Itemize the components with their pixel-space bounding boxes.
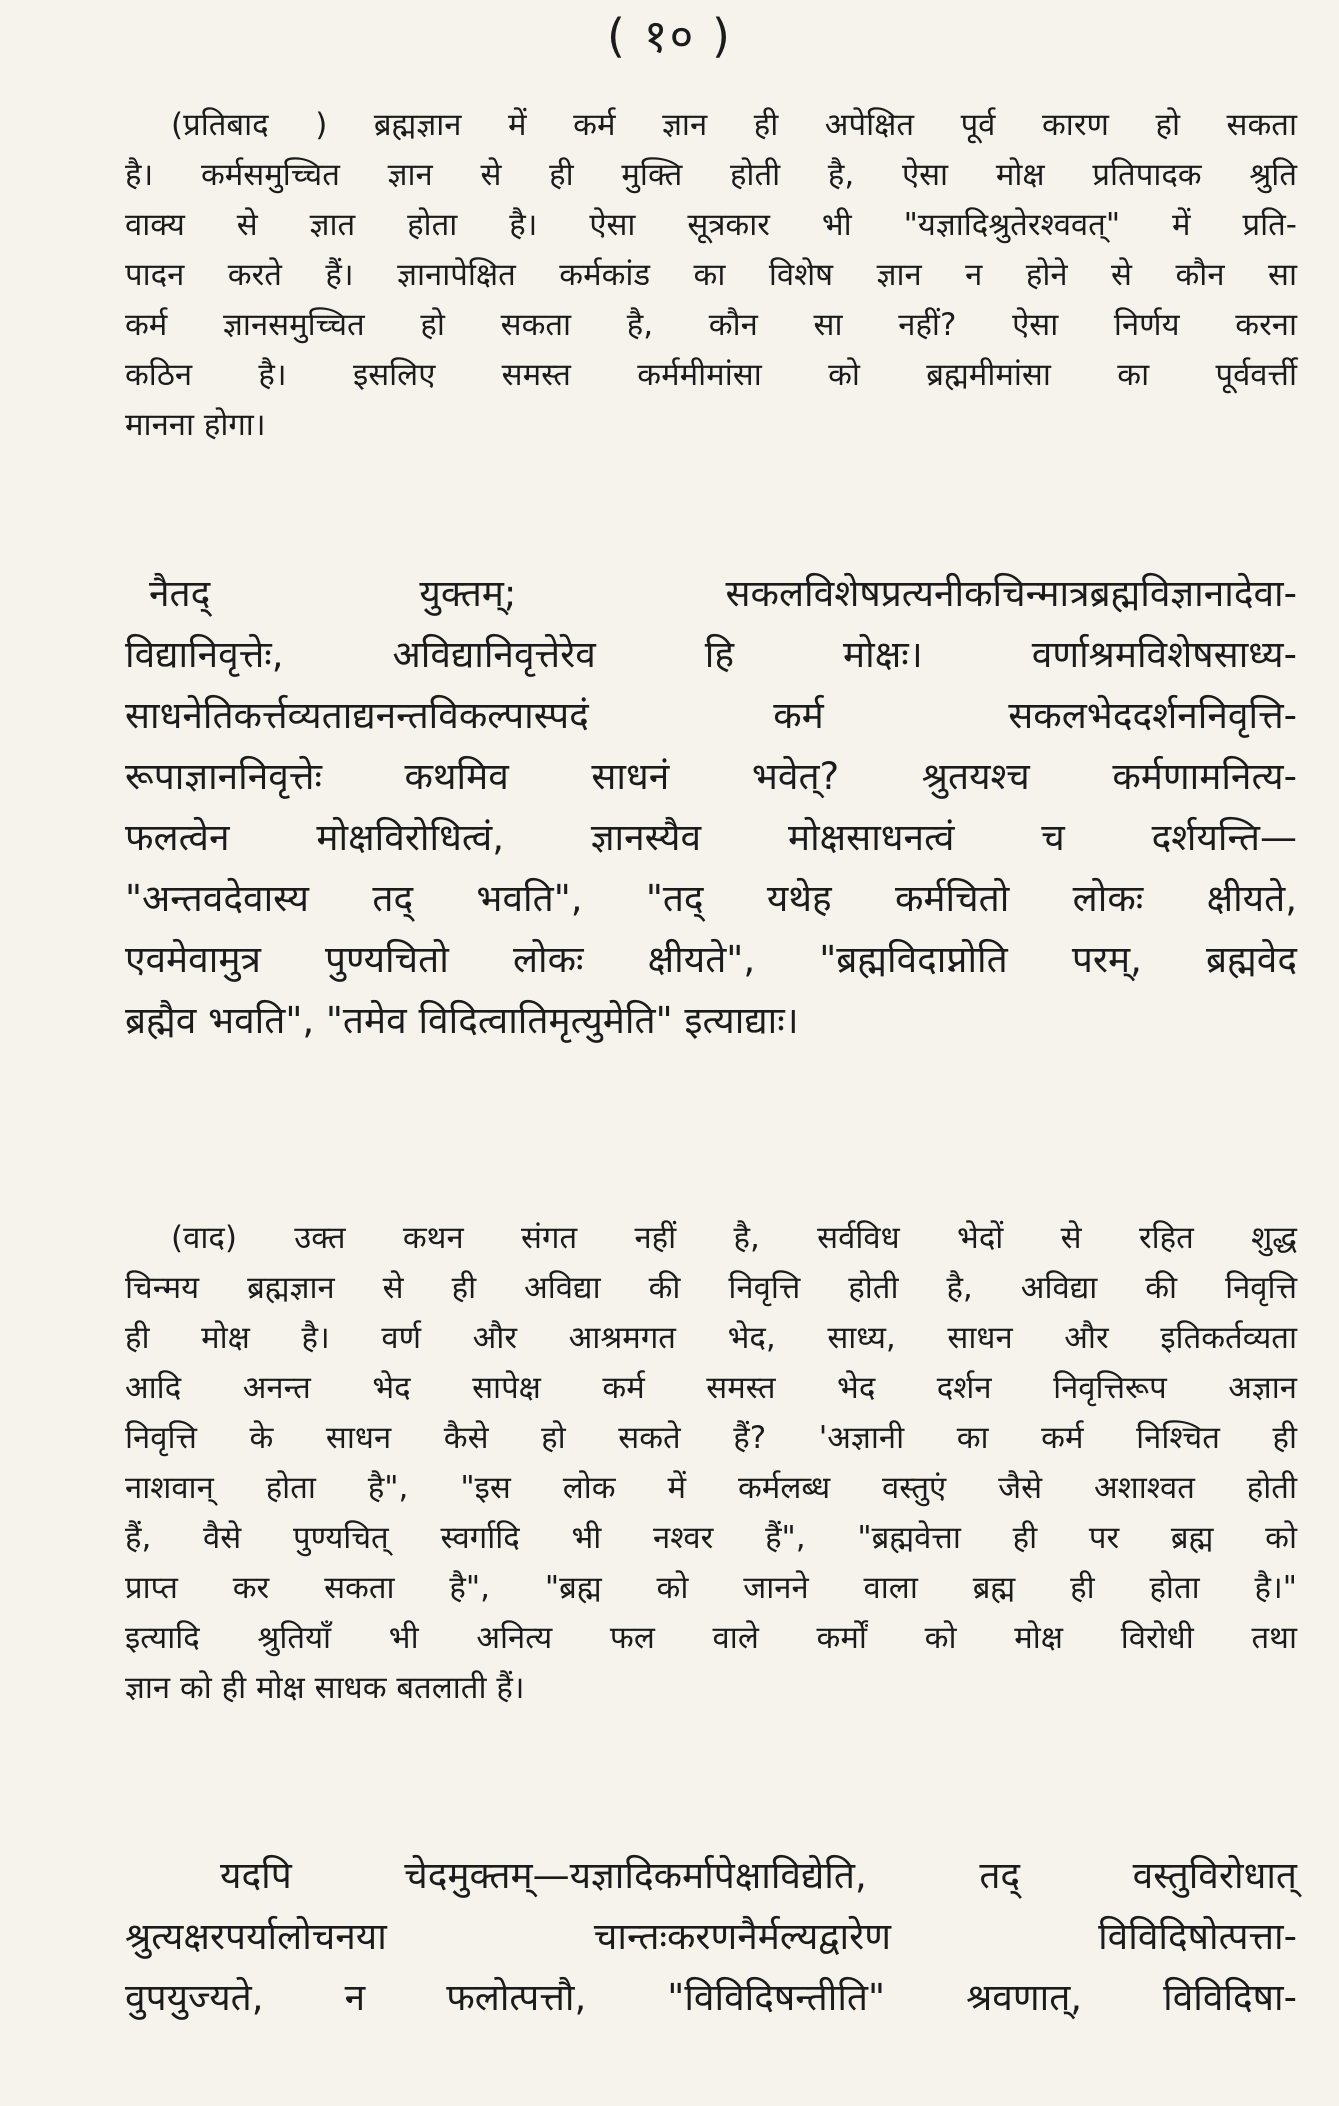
text-line: फलत्वेन मोक्षविरोधित्वं, ज्ञानस्यैव मोक्षसाधनत्वं च दर्शयन्ति— bbox=[125, 816, 1297, 859]
text-line: रूपाज्ञाननिवृत्तेः कथमिव साधनं भवेत्? श्रुतयश्च कर्मणामनित्य- bbox=[125, 755, 1297, 798]
paragraph-sanskrit-2 bbox=[125, 1845, 1297, 2028]
text-line: है। कर्मसमुच्चित ज्ञान से ही मुक्ति होती है, ऐसा मोक्ष प्रतिपादक श्रुति bbox=[125, 157, 1297, 193]
paragraph-sanskrit-1 bbox=[125, 563, 1297, 1051]
text-line: आदि अनन्त भेद सापेक्ष कर्म समस्त भेद दर्शन निवृत्तिरूप अज्ञान bbox=[125, 1370, 1297, 1406]
text-line: प्राप्त कर सकता है", "ब्रह्म को जानने वाला ब्रह्म ही होता है।" bbox=[125, 1570, 1297, 1606]
text-line: (वाद) उक्त कथन संगत नहीं है, सर्वविध भेदों से रहित शुद्ध bbox=[171, 1220, 1297, 1256]
text-line: नैतद् युक्तम्; सकलविशेषप्रत्यनीकचिन्मात्रब्रह्मविज्ञानादेवा- bbox=[149, 572, 1297, 615]
text-line: ही मोक्ष है। वर्ण और आश्रमगत भेद, साध्य, साधन और इतिकर्तव्यता bbox=[125, 1320, 1297, 1356]
text-line: वुपयुज्यते, न फलोत्पत्तौ, "विविदिषन्तीति" श्रवणात्, विविदिषा- bbox=[125, 1976, 1297, 2019]
text-line: मानना होगा। bbox=[125, 407, 266, 443]
text-line: निवृत्ति के साधन कैसे हो सकते हैं? 'अज्ञानी का कर्म निश्चित ही bbox=[125, 1420, 1297, 1456]
text-line: वाक्य से ज्ञात होता है। ऐसा सूत्रकार भी "यज्ञादिश्रुतेरश्ववत्" में प्रति- bbox=[125, 207, 1297, 243]
text-line: एवमेवामुत्र पुण्यचितो लोकः क्षीयते", "ब्रह्मविदाप्नोति परम्, ब्रह्मवेद bbox=[125, 938, 1297, 981]
text-line: नाशवान् होता है", "इस लोक में कर्मलब्ध वस्तुएं जैसे अशाश्वत होती bbox=[125, 1470, 1297, 1506]
text-line: पादन करते हैं। ज्ञानापेक्षित कर्मकांड का विशेष ज्ञान न होने से कौन सा bbox=[125, 257, 1297, 293]
text-line: चिन्मय ब्रह्मज्ञान से ही अविद्या की निवृत्ति होती है, अविद्या की निवृत्ति bbox=[125, 1270, 1297, 1306]
text-line: "अन्तवदेवास्य तद् भवति", "तद् यथेह कर्मचितो लोकः क्षीयते, bbox=[125, 877, 1297, 920]
text-line: कठिन है। इसलिए समस्त कर्ममीमांसा को ब्रह्ममीमांसा का पूर्ववर्त्ती bbox=[125, 357, 1297, 393]
text-line: ब्रह्मैव भवति", "तमेव विदित्वातिमृत्युमेति" इत्याद्याः। bbox=[125, 999, 799, 1042]
page-number: ( १० ) bbox=[607, 9, 732, 63]
paragraph-vaad bbox=[125, 1213, 1297, 1713]
text-line: यदपि चेदमुक्तम्—यज्ञादिकर्मापेक्षाविद्येति, तद् वस्तुविरोधात् bbox=[220, 1854, 1297, 1897]
text-line: कर्म ज्ञानसमुच्चित हो सकता है, कौन सा नहीं? ऐसा निर्णय करना bbox=[125, 307, 1297, 343]
text-line: विद्यानिवृत्तेः, अविद्यानिवृत्तेरेव हि मोक्षः। वर्णाश्रमविशेषसाध्य- bbox=[125, 633, 1297, 676]
text-line: (प्रतिबाद ) ब्रह्मज्ञान में कर्म ज्ञान ही अपेक्षित पूर्व कारण हो सकता bbox=[171, 107, 1297, 143]
paragraph-pratibad bbox=[125, 100, 1297, 450]
text-line: श्रुत्यक्षरपर्यालोचनया चान्तःकरणनैर्मल्यद्वारेण विविदिषोत्पत्ता- bbox=[125, 1915, 1297, 1958]
text-line: इत्यादि श्रुतियाँ भी अनित्य फल वाले कर्मों को मोक्ष विरोधी तथा bbox=[125, 1620, 1297, 1656]
text-line: साधनेतिकर्त्तव्यताद्यनन्तविकल्पास्पदं कर्म सकलभेददर्शननिवृत्ति- bbox=[125, 694, 1297, 737]
text-line: हैं, वैसे पुण्यचित् स्वर्गादि भी नश्वर हैं", "ब्रह्मवेत्ता ही पर ब्रह्म को bbox=[125, 1520, 1297, 1556]
text-line: ज्ञान को ही मोक्ष साधक बतलाती हैं। bbox=[125, 1670, 525, 1706]
